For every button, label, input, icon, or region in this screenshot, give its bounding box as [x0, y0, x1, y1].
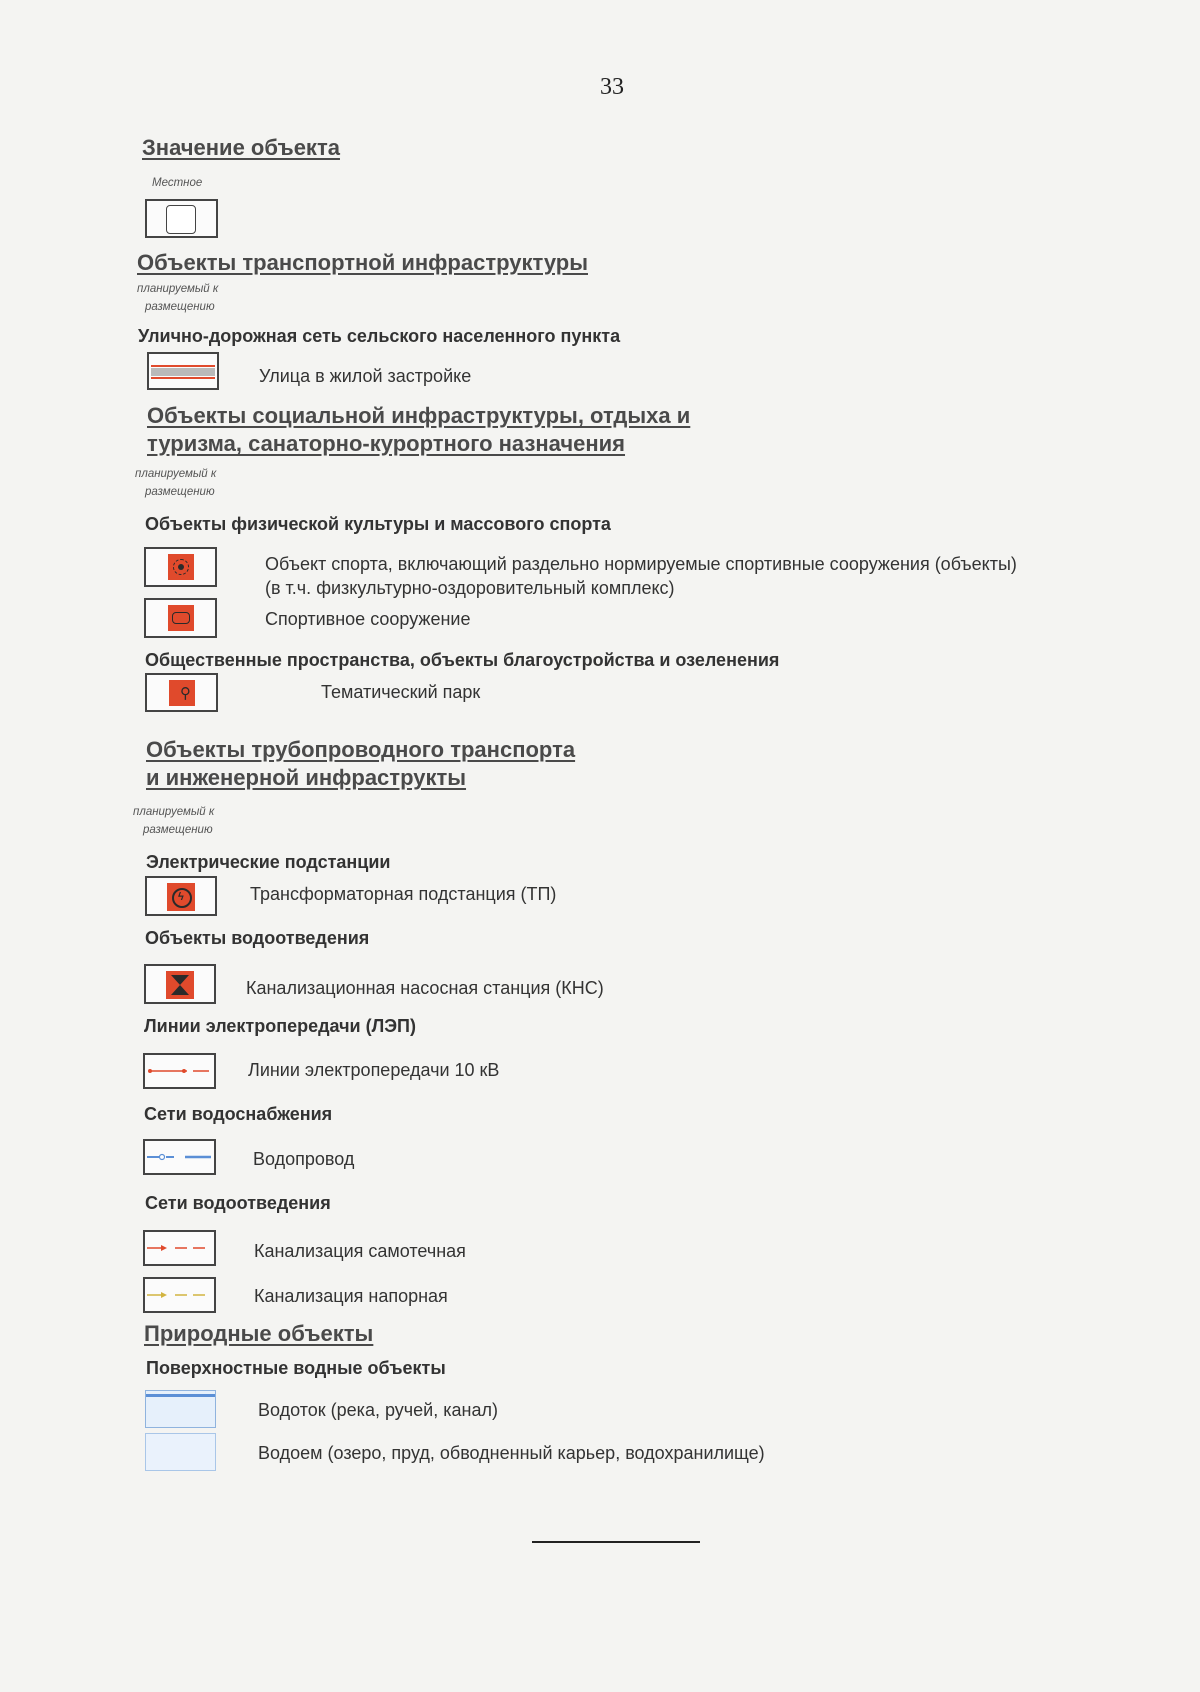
theme-park-symbol [145, 673, 218, 712]
section-title-natural: Природные объекты [144, 1321, 374, 1346]
end-rule [532, 1541, 700, 1543]
group-title-water-supply: Сети водоснабжения [144, 1104, 333, 1124]
group-title-surface-water: Поверхностные водные объекты [146, 1358, 446, 1378]
section-title-object-significance: Значение объекта [142, 135, 340, 160]
park-icon: ⚲ [180, 684, 191, 702]
item-theme-park: Тематический парк [321, 682, 481, 702]
sport-facility-symbol [144, 598, 217, 638]
item-sewer-gravity: Канализация самотечная [254, 1241, 466, 1261]
section-title-engineering: Объекты трубопроводного транспорта и инженерной инфраструкты [146, 737, 576, 790]
group-title-road-network: Улично-дорожная сеть сельского населенного пункта [138, 326, 621, 346]
power-line-icon [145, 1055, 214, 1087]
sewer-pressure-symbol [143, 1277, 216, 1313]
legend-subtitle-local: Местное [152, 177, 203, 189]
water-pipe-symbol [143, 1139, 216, 1175]
local-significance-symbol [145, 199, 218, 238]
section-title-social: Объекты социальной инфраструктуры, отдыха и туризма, санаторно-курортного назначения [147, 403, 691, 456]
substation-symbol [145, 876, 217, 916]
group-title-sewer: Сети водоотведения [145, 1193, 331, 1213]
item-sport-object: Объект спорта, включающий раздельно нормируемые спортивные сооружения (объекты) (в т.ч. физкультурно-оздоровительный комплекс) [265, 554, 1017, 598]
item-sport-facility: Спортивное сооружение [265, 609, 471, 629]
item-street: Улица в жилой застройке [259, 366, 472, 386]
stream-symbol [145, 1390, 216, 1428]
sport-object-symbol [144, 547, 217, 587]
section-title-transport: Объекты транспортной инфраструктуры [137, 250, 588, 275]
pump-station-icon [170, 974, 190, 996]
planned-note: планируемый к размещению [135, 468, 217, 498]
item-transformer-substation: Трансформаторная подстанция (ТП) [250, 884, 557, 904]
item-stream: Водоток (река, ручей, канал) [258, 1400, 498, 1420]
item-water-pipe: Водопровод [253, 1149, 355, 1169]
kns-symbol [144, 964, 216, 1004]
group-title-drainage: Объекты водоотведения [145, 928, 370, 948]
sewer-gravity-symbol [143, 1230, 216, 1266]
lightning-icon: ϟ [178, 891, 184, 903]
item-reservoir: Водоем (озеро, пруд, обводненный карьер, водохранилище) [258, 1443, 765, 1463]
power-line-symbol [143, 1053, 216, 1089]
group-title-substations: Электрические подстанции [146, 852, 391, 872]
item-sewer-pressure: Канализация напорная [254, 1286, 448, 1306]
item-kns: Канализационная насосная станция (КНС) [246, 978, 604, 998]
group-title-sport: Объекты физической культуры и массового спорта [145, 514, 611, 534]
item-power-line: Линии электропередачи 10 кВ [248, 1060, 500, 1080]
page-number: 33 [600, 74, 624, 100]
reservoir-symbol [145, 1433, 216, 1471]
sewer-pressure-icon [145, 1279, 214, 1311]
sewer-gravity-icon [145, 1232, 214, 1264]
street-symbol [147, 352, 219, 390]
group-title-power-lines: Линии электропередачи (ЛЭП) [144, 1016, 416, 1036]
group-title-public-spaces: Общественные пространства, объекты благоустройства и озеленения [145, 650, 780, 670]
water-pipe-icon [145, 1141, 214, 1173]
planned-note: планируемый к размещению [133, 806, 215, 836]
planned-note: планируемый к размещению [137, 283, 219, 313]
